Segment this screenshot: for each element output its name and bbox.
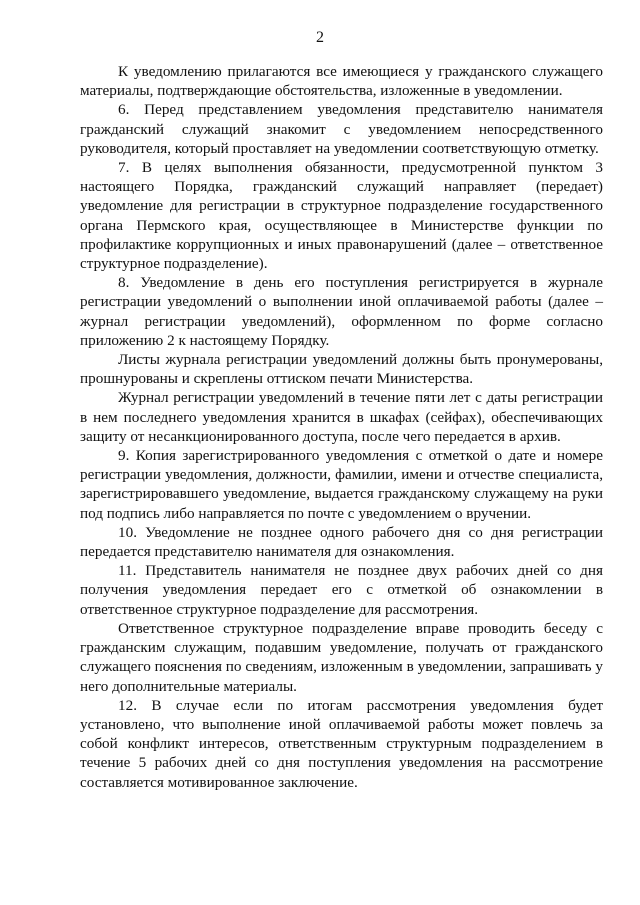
document-body [80,62,603,792]
paragraph-11: 11. Представитель нанимателя не позднее двух рабочих дней со дня получения уведомления передает его с отметкой об ознакомлении в ответственное структурное подразделение для рассмотрения. [80,562,603,618]
paragraph-attachments: К уведомлению прилагаются все имеющиеся у гражданского служащего материалы, подтверждающие обстоятельства, изложенные в уведомлении. [80,63,603,100]
paragraph-6: 6. Перед представлением уведомления представителю нанимателя гражданский служащий знакомит с уведомлением непосредственного руководителя, который проставляет на уведомлении соответствующую отметку. [80,101,603,157]
paragraph-10: 10. Уведомление не позднее одного рабочего дня со дня регистрации передается представителю нанимателя для ознакомления. [80,523,603,561]
paragraph-7: 7. В целях выполнения обязанности, предусмотренной пунктом 3 настоящего Порядка, гражданский служащий направляет (передает) уведомление для регистрации в структурное подразделение государственного органа Пермского края, осуществляющее в Министерстве функции по профилактике коррупционных и иных правонарушений (далее – ответственное структурное подразделение). [80,159,603,273]
paragraph-8: 8. Уведомление в день его поступления регистрируется в журнале регистрации уведомлений о выполнении иной оплачиваемой работы (далее – журнал регистрации уведомлений), оформленном по форме согласно приложению 2 к настоящему Порядку. [80,274,603,349]
paragraph-9: 9. Копия зарегистрированного уведомления с отметкой о дате и номере регистрации уведомления, должности, фамилии, имени и отчестве специалиста, зарегистрировавшего уведомление, выдается гражданскому служащему на руки под подпись либо направляется по почте с уведомлением о вручении. [80,447,603,522]
paragraph-responsible-unit: Ответственное структурное подразделение вправе проводить беседу с гражданским служащим, подавшим уведомление, получать от гражданского служащего пояснения по сведениям, изложенным в уведомлении, запрашивать у него дополнительные материалы. [80,619,603,695]
paragraph-journal-storage: Журнал регистрации уведомлений в течение пяти лет с даты регистрации в нем последнего уведомления хранится в шкафах (сейфах), обеспечивающих защиту от несанкционированного доступа, после чего передается в архив. [80,389,603,445]
page-number: 2 [316,29,324,46]
paragraph-journal-sheets: Листы журнала регистрации уведомлений должны быть пронумерованы, прошнурованы и скреплены оттиском печати Министерства. [80,351,603,388]
paragraph-12: 12. В случае если по итогам рассмотрения уведомления будет установлено, что выполнение иной оплачиваемой работы может повлечь за собой конфликт интересов, ответственным структурным подразделением в течение 5 рабочих дней со дня поступления уведомления на рассмотрение составляется мотивированное заключение. [80,696,603,791]
